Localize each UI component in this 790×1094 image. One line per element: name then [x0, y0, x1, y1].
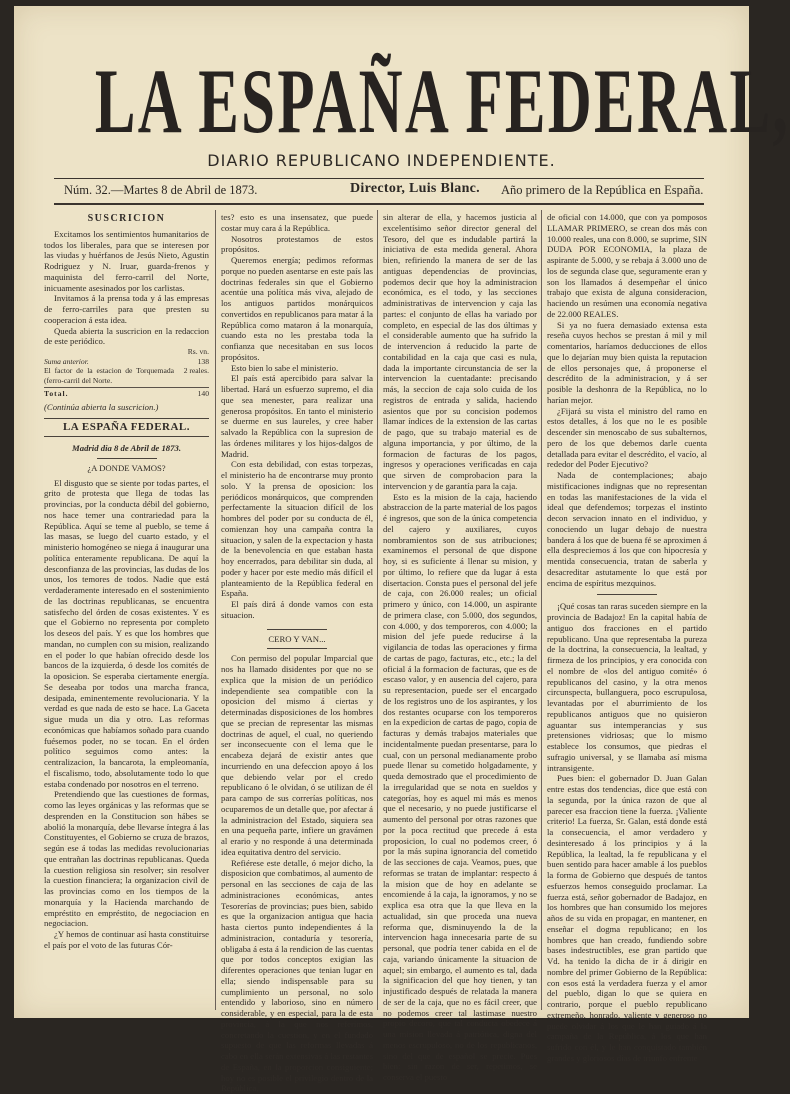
director-line: Director, Luis Blanc.: [350, 181, 480, 197]
section-title: CERO Y VAN...: [221, 634, 373, 645]
paragraph: El país está apercibido para salvar la libertad. Hará un esfuerzo supremo, el dia que sea menester, para realizar una generosa propósitos. En tanto el ministerio se duerme en sus laureles, y cree haber salvado la República con la supresion de las órdenes militares y los hijos-dalgos de Madrid.: [221, 373, 373, 459]
paragraph: Excitamos los sentimientos humanitarios de todos los liberales, para que se interesen por las viudas y huérfanos de Jesús Nieto, Agustin Rodriguez y N. Iruar, guarda-frenos y maquinista del ferro-carril del Norte, inicuamente asesinados por los carlistas.: [44, 229, 209, 294]
subscription-table: [44, 347, 209, 399]
dateline: Madrid dia 8 de Abril de 1873.: [44, 443, 209, 454]
paragraph: Nosotros protestamos de estos propósitos.: [221, 234, 373, 256]
paragraph: Invitamos á la prensa toda y á las empresas de ferro-carriles para que presten su cooperacion á esta idea.: [44, 293, 209, 325]
paragraph: de oficial con 14.000, que con ya pomposos LLAMAR PRIMERO, se crean dos más con 10.000 reales, una con 8.000, se suprime, SIN DUDA POR ECONOMIA, la plaza de aspirante de 5.000, y se rebaja á 3.000 uno de los de segunda clase que, seguramente eran y son los llamados á desempeñar el único trabajo que exista de alguna consideracion, haciendo un resúmen una economía negativa de 22.000 REALES.: [547, 212, 707, 320]
paragraph: El disgusto que se siente por todas partes, el grito de protesta que llega de todas las provincias, por la conducta débil del gobierno, nos hace temer una contrariedad para la República. Aquí se teme al pueblo, se teme á las masas, se luego del cuarto estado, y el ministerio homogéneo se niega á inaugurar una política enteramente republicana. De aquí la desconfianza de las provincias, las dudas de los unos, los temores de todos. Nadie que está verdaderamente interesado en el sostenimiento de las doctrinas republicanas, se encuentra satisfecho del órden de cosas existentes. Y es que el Gobierno no representa por completo los deseos del país. Y es que los hombres que mandan, no cumplen con su mision, realizando en el poder lo que habían ofrecido desde los bancos de la izquierda, ó desde los comités de la oposicion. Se esperaba ciertamente energía. Se deseaba por todos una marcha franca, desipada, eminentemente revolucionaria. Y la verdad es que nada de esto se hace. La Gaceta sigue muda un dia y otro. Las reformas económicas que habíamos soñado para cuando fuésemos poder, no se tocan. En el órden político seguimos como antes: la centralizacion, la bancarota, la empleomanía, el fiscalismo, todo, absolutamente todo lo que estaba condenado por nosotros en el terreno.: [44, 478, 209, 790]
masthead-title: LA ESPAÑA FEDERAL,: [95, 54, 668, 148]
divider: [267, 648, 327, 649]
paragraph: ¿Y hemos de continuar así hasta constituirse el país por el voto de las futuras Cór-: [44, 929, 209, 951]
paragraph: Queremos energía; pedimos reformas porque no pueden asentarse en este país las doctrinas federales sin que el Gobierno acentúe una política más viva, alejado de los antiguos partidos monárquicos convertidos en republicanos para matar á la República como mataron á la monarquía, cuando esta no les prestaba toda la confianza que necesitaban en sus locos propósitos.: [221, 255, 373, 363]
continua-note: (Continúa abierta la suscricion.): [44, 402, 209, 413]
bottom-rule: [54, 203, 704, 205]
paragraph: tes? esto es una insensatez, que puede costar muy cara á la República.: [221, 212, 373, 234]
paper-name: LA ESPAÑA FEDERAL.: [44, 422, 209, 433]
paragraph: Pretendiendo que las cuestiones de formas, como las leyes orgánicas y las reformas que se desprenden en la Constitucion son hábes se abolió la monarquía, debe llevarse íntegra á las Constituyentes, el Gobierno se cruza de brazos, según ese á todas las medidas revolucionarias que entrañan las doctrinas republicanas. Queda la cuestion religiosa sin resolver; sin resolver la cuestion financiera; la organizacion civil de las provincias como en los tiempos de la monarquía y la Hacienda marchando de empréstito en empréstito, de negociacion en negociacion.: [44, 789, 209, 929]
table-unit: Rs. vn.: [188, 347, 209, 357]
masthead-subtitle: DIARIO REPUBLICANO INDEPENDIENTE.: [14, 151, 749, 170]
table-row: El factor de la estacion de Torquemada (ferro-carril del Norte. 2 reales.: [44, 366, 209, 385]
paragraph: Esto bien lo sabe el ministerio.: [221, 363, 373, 374]
top-rule: [54, 178, 704, 179]
republic-year: Año primero de la República en España.: [501, 183, 703, 198]
info-bar: [54, 182, 704, 200]
table-total-row: Total. 140: [44, 387, 209, 399]
article-title: ¿A DONDE VAMOS?: [44, 463, 209, 474]
divider: [267, 629, 327, 630]
column-rule: [377, 210, 378, 1010]
paragraph: Con permiso del popular Imparcial que nos ha llamado disidentes por que no se explica que la mision de un periódico independiente sea compatible con la oposicion del mismo á ciertas y determinadas disposiciones de los hombres que se precian de representar las mismas doctrinas de aquel, el cual, no queriendo ser inconsecuente con el lema que le encabeza dejará de existir antes que incurriendo en una defeccion apoyo á los que debiendo velar por el credo republicano ó le olvidan, ó se utilizan de él para campo de sus correrías políticas, nos ocuparemos de un detalle que, por afectar á la administracion del Estado, siquiera sea en una pequeña parte, infiere un gravámen al erario y no responde á una determinada idea equitativa dentro del servicio.: [221, 653, 373, 857]
paragraph: Nada de contemplaciones; abajo mistificaciones indignas que no representan en todas las manifestaciones de la vida el ideal que defendemos; torpezas el instinto decon servacion innato en el individuo, y conociendo un lugar debajo de nuestra bandera á los que de buena fé se aproximen á ella despreciemos á los que con hipocresía y mentida consecuencia, tratan de saberla y desacreditar astutamente lo que está por encima de espíritus mezquinos.: [547, 470, 707, 588]
issue-date: Núm. 32.—Martes 8 de Abril de 1873.: [64, 183, 257, 198]
paragraph: Pues bien: el gobernador D. Juan Galan entre estas dos tendencias, dice que está con la segunda, por la única razon de que al parecer esa fraccion tiene la fuerza. ¡Valiente criterio! La fuerza, Sr. Galan, está donde está la consecuencia, el amor verdadero y desinteresado á los principios y á la República, la lealtad, la fe republicana y el buen sentido para hacer amable á los pueblos la forma de Gobierno que después de tantos esfuerzos hemos conseguido proclamar. La fuerza está, señor gobernador de Badajoz, en los hombres que han consumido los mejores años de su vida en propagar, en mantener, en enseñar el dogma republicano; en los hombres que han creado, fundiendo sobre bases indestructibles, ese gran partido que Vd. ha tenido la dicha de ir á dirigir en nombre del primer Gobierno de la República: con esos está la verdadera fuerza y el amor del pueblo, digan lo que se quiera en contrario, porque el pueblo republicano extremeño, honrado, valiente y generoso no puede olvidar á los que le han guiado á la campaña de la República, á los que han sufrido con él, y le han conquistado también grandes y gloriosos días de triunfo enfrente: [547, 773, 707, 1063]
paragraph: El país dirá á donde vamos con esta situacion.: [221, 599, 373, 621]
paragraph: Si ya no fuera demasiado extensa esta reseña cuyos hechos se prestan á mil y mil comentarios, haríamos deducciones de ellos que lo dejarían muy bien quista la reputacion de ellos personajes que, á proponerse el descrédito de la administracion, y á ser posible la deshonra de la República, no lo harían mejor.: [547, 320, 707, 406]
paragraph: Con esta debilidad, con estas torpezas, el ministerio ha de encontrarse muy pronto solo. Y la prensa de oposicion: los periódicos monárquicos, que comprenden perfectamente la situacion difícil de los hombres del poder por su conducta de él, comienzan hoy una campaña contra la situacion, y salen de la expectacion y hasta de la benevolencia en que estaban hasta hoy encerrados, para debilitar sin duda, al poder y hacer por este medio más difícil el planteamiento de la República federal en España.: [221, 459, 373, 599]
paragraph: sin alterar de ella, y hacemos justicia al excelentísimo señor director general del Tesoro, del que es indudable partirá la iniciativa de esta medida general. Ahora bien, refiriendo la manera de ser de las antiguas dependencias de provincias, podemos decir que hoy la administracion económica, es el todo, y las secciones administrativas de intervencion y caja las partes: el conjunto de ellas ha variado por completo, en especial de las dos últimas y el considerable aumento que ha sufrido la de intervencion á reducido la parte de contabilidad en la caja que casi es nula, dada la importante circunstancia de ser la intervencion la cuentadante: precisando más, la seccion de caja solo cuida de los registros de entrada y salida, haciendo asientos que por su concision podemos llamar índices de la extension de las cartas de pago, que su trabajo material es de alguna importancia, y por último, de la formacion de facturas de los pagos, ingresos y operaciones verificadas en caja que sirven de comprobacion para la intervencion y de garantía para la caja.: [383, 212, 537, 492]
divider: [597, 594, 657, 595]
newspaper-page: [14, 6, 749, 1018]
paragraph: Esto es la mision de la caja, haciendo abstraccion de la parte material de los pagos é ingresos, que son de la única competencia del cajero y auxiliares, cuyos nombramientos son de sus atribuciones; examinemos el personal de que dispone hoy, si es suficiente á llenar su mision, y por último, lo refiere que da lugar á esta disertacion. Consta pues el personal del jefe de caja, con 26.000 reales; un oficial primero y único, con 14.000, un aspirante de primera clase, con 5.000, dos segundos, con 4.000, y dos temporeros, con 4.000; la mision del jefe puede reducirse á la vigilancia de todas las operaciones y firma de cartas de pago, facturas, etc., etc.; la del oficial á la formacion de facturas, que es de escaso valor, y en ausencia del cajero, para su representacion, puede ser el encargado de los registros uno de los aspirantes, y los dos restantes ocuparse con los temporeros en la expedicion de cartas de pago, copia de facturas y demás trabajos materiales que incidentalmente puedan presentarse, para lo cual, con un personal medianamente probo puede llenar su cometido holgadamente, y queda demostrado que el procedimiento de la irregularidad que se nota en sueldos y categorías, hoy es aquel mi más es menos que el necesario, y no puede justificarse el aumento del personal por otras razones que por la poca rectitud que precede á esta proposicion, lo cual no podemos creer, ó por la más supina ignorancia del cometido de las secciones de caja. Veamos, pues, que reformas se tratan de implantar: respecto á la mision que de hoy en adelante se encomiende á la caja, la ignoramos, y no se explica esa otra que la que lleva en la actualidad, sin que proceda una nueva reforma que, disminuyendo la de la intervencion haga innecesaria parte de su personal, que podría tener cabida en el de caja, variando únicamente la situacion de aquel; sin embargo, el aumento es tal, dada la significacion del que hoy tienen, y tan injustificado después de relatada la manera de ser de la caja, que no es fácil creer, que no podemos creer tal lastimase nuestro propio decoro, que tal conducta obedece á una mision llevada á patriótica, digna del menos escrupuloso, no de los republicanos, sino del que de español se precie. Pues bien: sin razon de ser, repetimos, se conserva el puesto: [383, 492, 537, 1083]
column-1: [44, 212, 209, 951]
suscricion-heading: SUSCRICION: [44, 214, 209, 225]
paragraph: ¡Qué cosas tan raras suceden siempre en la provincia de Badajoz! En la capital había de antiguo dos fracciones en el partido republicano. Una que representaba la pureza de la doctrina, la consecuencia, la lealtad, y firmeza de los principios, y era conocida con el nombre de «los del antiguo comité» ó republicanos del casino, y la otra menos circunspecta, bullanguera, poco escrupulosa, levantadas por el aburrimiento de los republicanos antiguos que no quisieron aguantar sus intemperancias y sus pretensiones vidriosas; que lo mismo establece los consumos, que piedras el sufragio universal, y se llamaba así misma intransigente.: [547, 601, 707, 773]
paragraph: ¿Fijará su vista el ministro del ramo en estos detalles, á los que no le es posible descender sin menoscabo de sus subalternos, pero de los que debemos darle cuenta detallada para evitar el descrédito, el vacío, al rededor del Poder Ejecutivo?: [547, 406, 707, 471]
column-3: [383, 212, 537, 1083]
column-2: [221, 212, 373, 1094]
paragraph: Queda abierta la suscricion en la redaccion de este periódico.: [44, 326, 209, 348]
paper-name-box: [44, 418, 209, 437]
column-rule: [215, 210, 216, 1010]
divider: [97, 458, 157, 459]
paragraph: Refiérese este detalle, ó mejor dicho, la disposicion que combatimos, al aumento de personal en las secciones de caja de las administraciones económicas, antes Tesorerías de provincias; pues bien, sabido es que la organizacion antigua que hacia hasta ciertos punto independientes á la administracion, contaduría y tesorería, obligaba á esta á la rendicion de las cuentas que por todos conceptos exigian las diferentes operaciones que tenian lugar en ella; siendo indispensable para su cumplimiento un personal, no solo entendido y laborioso, sino en número considerable, y en especial, para la de esta provincia, á la que nos referimos, concretando la cuestion, y en el fundado supuesto de que las reformas llevadas á cabo en ella serán extensivas á las restantes de España, en la proporcion consiguiente; hoy no es posible el privilegio dentro de la República,: [221, 858, 373, 1094]
table-row: Suma anterior. 138: [44, 357, 209, 367]
column-rule: [541, 210, 542, 1010]
column-4: [547, 212, 707, 1064]
